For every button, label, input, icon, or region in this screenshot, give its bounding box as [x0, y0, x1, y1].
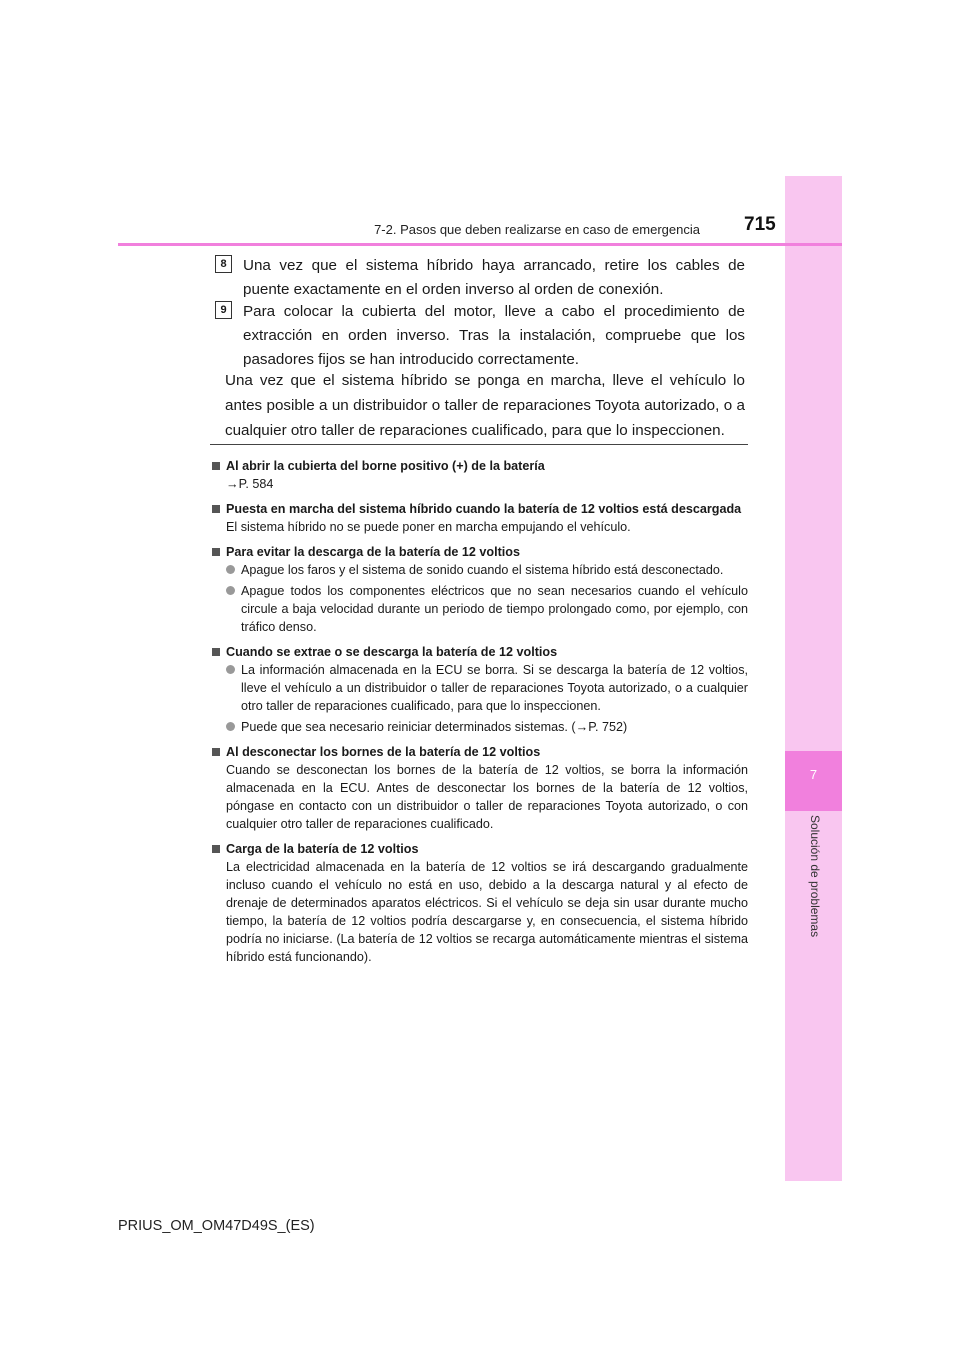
note-title: Puesta en marcha del sistema híbrido cuando la batería de 12 voltios está descargada	[226, 502, 742, 516]
note-bullet: La información almacenada en la ECU se borra. Si se descarga la batería de 12 voltios, lleve el vehículo a un distribuidor o taller de reparaciones Toyota autorizado, o a cualquier otro taller de reparaciones cualificado, para que lo inspeccionen.	[226, 661, 748, 715]
section-label: Solución de problemas	[808, 815, 822, 938]
chapter-side-tab	[785, 176, 842, 1181]
circle-bullet-icon	[226, 722, 235, 731]
square-bullet-icon	[212, 845, 220, 853]
circle-bullet-icon	[226, 665, 235, 674]
note-body: La electricidad almacenada en la batería de 12 voltios se irá descargando gradualmente incluso cuando el vehículo no está en uso, debido a la descarga natural y al efecto de drenaje de determinados aparatos eléctricos. Si el vehículo se deja sin usar durante mucho tiempo, la batería de 12 voltios podría descargarse y, en consecuencia, el sistema híbrido podría no iniciarse. (La batería de 12 voltios se recarga automáticamente mientras el sistema híbrido está funcionando).	[226, 860, 748, 964]
note-body: Cuando se desconectan los bornes de la batería de 12 voltios, se borra la información almacenada en la ECU. Antes de desconectar los bornes de la batería de 12 voltios, póngase en contacto con un distribuidor o taller de reparaciones Toyota autorizado, o con cualquier otro taller de reparaciones cualificado.	[226, 763, 748, 831]
square-bullet-icon	[212, 648, 220, 656]
step-text: Una vez que el sistema híbrido haya arrancado, retire los cables de puente exactamente en el orden inverso al orden de conexión.	[243, 257, 745, 298]
step-text: Para colocar la cubierta del motor, lleve a cabo el procedimiento de extracción en orden inverso. Tras la instalación, compruebe que los pasadores fijos se han introducido correctamente.	[243, 303, 745, 368]
notes-section	[212, 457, 748, 973]
note-title: Al abrir la cubierta del borne positivo (+) de la batería	[226, 459, 545, 473]
step-8	[215, 254, 745, 302]
note-title: Carga de la batería de 12 voltios	[226, 842, 419, 856]
circle-bullet-icon	[226, 565, 235, 574]
note-body: El sistema híbrido no se puede poner en marcha empujando el vehículo.	[226, 520, 631, 534]
header-rule	[118, 243, 842, 246]
note-body: →P. 584	[226, 477, 274, 491]
square-bullet-icon	[212, 462, 220, 470]
note-bullet: Puede que sea necesario reiniciar determinados sistemas. (→P. 752)	[226, 718, 748, 736]
note-title: Para evitar la descarga de la batería de 12 voltios	[226, 545, 521, 559]
note-item	[212, 457, 748, 493]
note-item	[212, 500, 748, 536]
note-title: Cuando se extrae o se descarga la batería de 12 voltios	[226, 645, 558, 659]
note-item	[212, 743, 748, 833]
note-item	[212, 543, 748, 636]
note-bullet: Apague todos los componentes eléctricos que no sean necesarios cuando el vehículo circule a baja velocidad durante un periodo de tiempo prolongado como, por ejemplo, con tráfico denso.	[226, 582, 748, 636]
document-code: PRIUS_OM_OM47D49S_(ES)	[118, 1218, 315, 1234]
note-item	[212, 840, 748, 966]
note-bullet: Apague los faros y el sistema de sonido cuando el sistema híbrido está desconectado.	[226, 561, 748, 579]
step-9	[215, 300, 745, 372]
note-item	[212, 643, 748, 736]
section-divider	[210, 444, 748, 445]
square-bullet-icon	[212, 548, 220, 556]
step-number-badge: 9	[215, 301, 232, 319]
step-number-badge: 8	[215, 255, 232, 273]
square-bullet-icon	[212, 748, 220, 756]
chapter-number: 7	[809, 767, 818, 782]
square-bullet-icon	[212, 505, 220, 513]
intro-paragraph: Una vez que el sistema híbrido se ponga en marcha, lleve el vehículo lo antes posible a un distribuidor o taller de reparaciones Toyota autorizado, o a cualquier otro taller de reparaciones cualificado, para que lo inspeccionen.	[225, 372, 745, 439]
circle-bullet-icon	[226, 586, 235, 595]
note-title: Al desconectar los bornes de la batería de 12 voltios	[226, 745, 541, 759]
page-number: 715	[744, 214, 776, 235]
section-header-title: 7-2. Pasos que deben realizarse en caso de emergencia	[374, 222, 700, 237]
